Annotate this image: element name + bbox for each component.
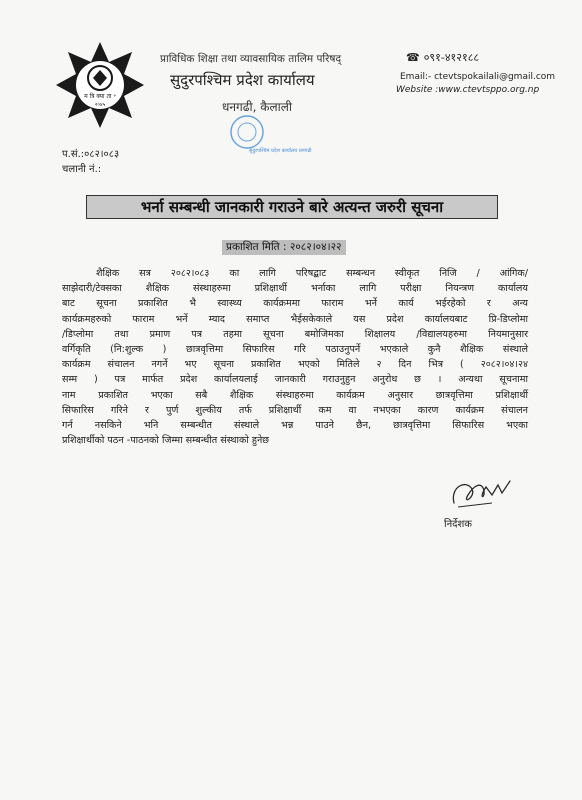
- body-line: वर्गिकृति (नि:शुल्क ) छात्रवृत्तिमा सिफारिस गरि पठाउनुपर्ने भएकाले कुनै शैक्षिक संस्थाले: [62, 344, 528, 356]
- signatory-designation: निर्देशक: [444, 519, 472, 530]
- body-line: बाट सूचना प्रकाशित भै स्वास्थ्य कार्यक्रममा फाराम भर्ने कार्य भईरहेको र अन्य: [62, 298, 528, 310]
- body-line: कार्यक्रमहरुको फाराम भर्ने म्याद समाप्त भैईसकेकाले यस प्रदेश कार्यालयबाट प्रि-डिप्लोमा: [62, 313, 528, 325]
- phone-icon: ☎: [406, 51, 420, 64]
- reference-number: प.सं.:०८२।०८३: [62, 149, 120, 160]
- body-line: शैक्षिक सत्र २०८२।०८३ का लागि परिषद्बाट सम्बन्धन स्वीकृत निजि / आंगिक/: [96, 268, 528, 279]
- published-date: प्रकाशित मिति : २०८२।०४।२२: [222, 240, 346, 255]
- director-signature-icon: [448, 473, 520, 513]
- dispatch-number: चलानी नं.:: [62, 164, 102, 175]
- org-title: सुदुरपश्चिम प्रदेश कार्यालय: [170, 71, 315, 89]
- body-line: गर्न नसकिने भनि सम्बन्धीत संस्थाले भन्न पाउने छैन, छात्रवृत्तिमा सिफारिस भएका: [62, 420, 528, 432]
- emblem-year: २०४५: [94, 102, 106, 108]
- body-line: प्रशिक्षार्थीको पठन -पाठनको जिम्मा सम्बन्धीत संस्थाको हुनेछ: [62, 435, 270, 447]
- office-stamp-icon: [225, 110, 312, 160]
- body-line: /डिप्लोमा तथा प्रमाण पत्र तहमा सूचना बमोजिमका शिक्षालय /विद्यालयहरुमा नियमानुसार: [62, 328, 528, 340]
- stamp-text: सुदुरपश्चिम प्रदेश कार्यालय धनगढी: [249, 148, 312, 154]
- notice-body: [62, 266, 528, 448]
- email-contact: Email:- ctevtspokailali@gmail.com: [400, 72, 556, 82]
- body-line: सम्म ) पत्र मार्फत प्रदेश कार्यालयलाई जानकारी गराउनुहुन अनुरोध छ । अन्यथा सूचनामा: [62, 374, 528, 386]
- body-line: सिफारिस गरिने र पुर्ण शुल्कीय तर्फ प्रशिक्षार्थी कम वा नभएका कारण कार्यक्रम संचालन: [62, 404, 528, 416]
- notice-title: भर्ना सम्बन्धी जानकारी गराउने बारे अत्यन्त जरुरी सूचना: [86, 195, 498, 219]
- body-line: कार्यक्रम संचालन नगर्ने भए सूचना प्रकाशित भएको मितिले २ दिन भित्र ( २०८२।०४।२४: [62, 359, 528, 371]
- emblem-text: म त्रि क्या ता ॰: [84, 93, 116, 100]
- ctevt-emblem-icon: [56, 40, 144, 130]
- org-location: धनगढी, कैलाली: [222, 100, 292, 114]
- body-line: साझेदारी/टेक्सका शैक्षिक संस्थाहरुमा प्रशिक्षार्थी भर्नाका लागि परीक्षा नियन्त्रण कार्यालय: [62, 283, 528, 295]
- body-line: नाम प्रकाशित भएका सबै शैक्षिक संस्थाहरुमा कार्यक्रम अनुसार छात्रवृत्तिमा प्रशिक्षार्थी: [62, 389, 528, 401]
- phone-number: ०९१-४१२१८८: [423, 51, 480, 64]
- org-subtitle: प्राविधिक शिक्षा तथा व्यावसायिक तालिम परिषद्: [160, 53, 342, 65]
- website-contact: Website :www.ctevtsppo.org.np: [396, 85, 540, 95]
- phone-contact: [406, 50, 479, 65]
